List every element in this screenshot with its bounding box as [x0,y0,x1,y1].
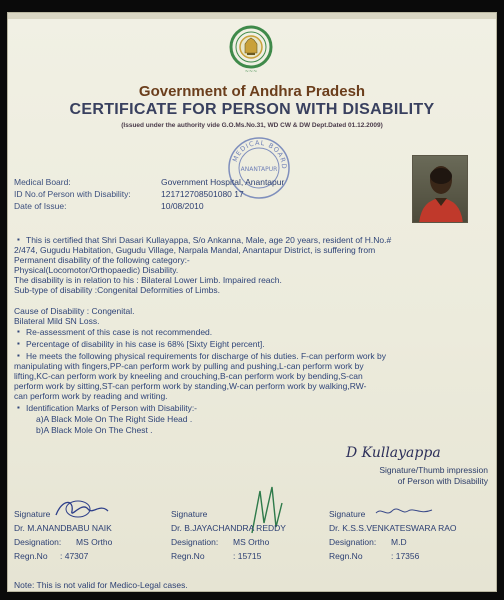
applicant-photo [412,155,468,223]
designation-label: Designation: [329,537,377,547]
bullet-icon: ▪ [17,339,20,348]
state-emblem-icon [227,25,275,77]
certificate-title: CERTIFICATE FOR PERSON WITH DISABILITY [69,101,435,118]
id-number-value: 121712708501080 17 [161,189,244,199]
signature-caption-line-1: Signature/Thumb impression [379,465,488,475]
disability-percentage: Percentage of disability in his case is 68% [Sixty Eight percent]. [26,339,265,349]
doctor-2-designation: MS Ortho [233,537,270,547]
regn-label: Regn.No [14,551,48,561]
signature-label: Signature [329,509,366,519]
certified-text-line-2: 2/474, Gugudu Habitation, Gugudu Village, Narpala Mandal, Anantapur District, is suffering from [14,245,376,255]
certified-text-line-1: This is certified that Shri Dasari Kullayappa, S/o Ankanna, Male, age 20 years, resident of H.No.# [26,235,392,245]
svg-text:MEDICAL BOARD: MEDICAL BOARD [230,138,289,170]
identification-marks-title: Identification Marks of Person with Disability:- [26,403,198,413]
government-title: Government of Andhra Pradesh [138,83,366,100]
identification-mark-b: b)A Black Mole On The Chest . [36,425,153,435]
id-number-label: ID No.of Person with Disability: [14,189,131,199]
authority-reference: (Issued under the authority vide G.O.Ms.No.31, WD CW & DW Dept.Dated 01.12.2009) [121,122,383,129]
doctor-3-regn: : 17356 [391,551,420,561]
doctor-2-block [171,507,321,563]
doctor-3-designation: M.D [391,537,407,547]
requirements-line-1: He meets the following physical requirements for discharge of his duties. F-can perform work by [26,351,386,361]
doctor-3-name: Dr. K.S.S.VENKATESWARA RAO [329,523,457,533]
bullet-icon: ▪ [17,235,20,244]
requirements-line-5: can perform work by reading and writing. [14,391,168,401]
svg-text:~~~: ~~~ [244,69,258,75]
signature-label: Signature [14,509,51,519]
cause-of-disability: Cause of Disability : Congenital. [14,306,135,316]
date-of-issue-label: Date of Issue: [14,201,67,211]
requirements-line-3: lifting,KC-can perform work by kneeling and crouching,B-can perform work by bending,S-can [14,371,363,381]
requirements-line-2: manipulating with fingers,PP-can perform work by pulling and pushing,L-can perform work by [14,361,364,371]
scan-top-band [8,13,496,19]
identification-mark-a: a)A Black Mole On The Right Side Head . [36,414,193,424]
disability-category: Physical(Locomotor/Orthopaedic) Disability. [14,265,179,275]
medico-legal-note: Note: This is not valid for Medico-Legal cases. [14,580,188,590]
reassessment-text: Re-assessment of this case is not recommended. [26,327,213,337]
doctor-2-name: Dr. B.JAYACHANDRA REDDY [171,523,286,533]
regn-label: Regn.No [329,551,363,561]
certificate-sheet [7,12,497,592]
doctor-2-regn: : 15715 [233,551,262,561]
signature-label: Signature [171,509,208,519]
bullet-icon: ▪ [17,327,20,336]
applicant-signature: D Kullayappa [346,445,441,461]
doctor-1-name: Dr. M.ANANDBABU NAIK [14,523,112,533]
svg-text:ANANTAPUR: ANANTAPUR [240,166,278,173]
date-of-issue-value: 10/08/2010 [161,201,204,211]
medical-board-value: Government Hospital, Anantapur [161,177,285,187]
certified-text-line-3: Permanent disability of the following category:- [14,255,190,265]
bullet-icon: ▪ [17,351,20,360]
doctor-1-designation: MS Ortho [76,537,113,547]
designation-label: Designation: [14,537,62,547]
bullet-icon: ▪ [17,403,20,412]
disability-relation: The disability is in relation to his : Bilateral Lower Limb. Impaired reach. [14,275,282,285]
signature-caption-line-2: of Person with Disability [397,476,488,486]
doctor-1-regn: : 47307 [60,551,89,561]
regn-label: Regn.No [171,551,205,561]
medical-board-label: Medical Board: [14,177,71,187]
doctor-1-block [14,507,164,563]
requirements-line-4: perform work by sitting,ST-can perform work by standing,W-can perform work by walking,RW- [14,381,367,391]
doctor-3-block [329,507,494,563]
cause-detail: Bilateral Mild SN Loss. [14,316,100,326]
disability-subtype: Sub-type of disability :Congenital Deformities of Limbs. [14,285,220,295]
designation-label: Designation: [171,537,219,547]
